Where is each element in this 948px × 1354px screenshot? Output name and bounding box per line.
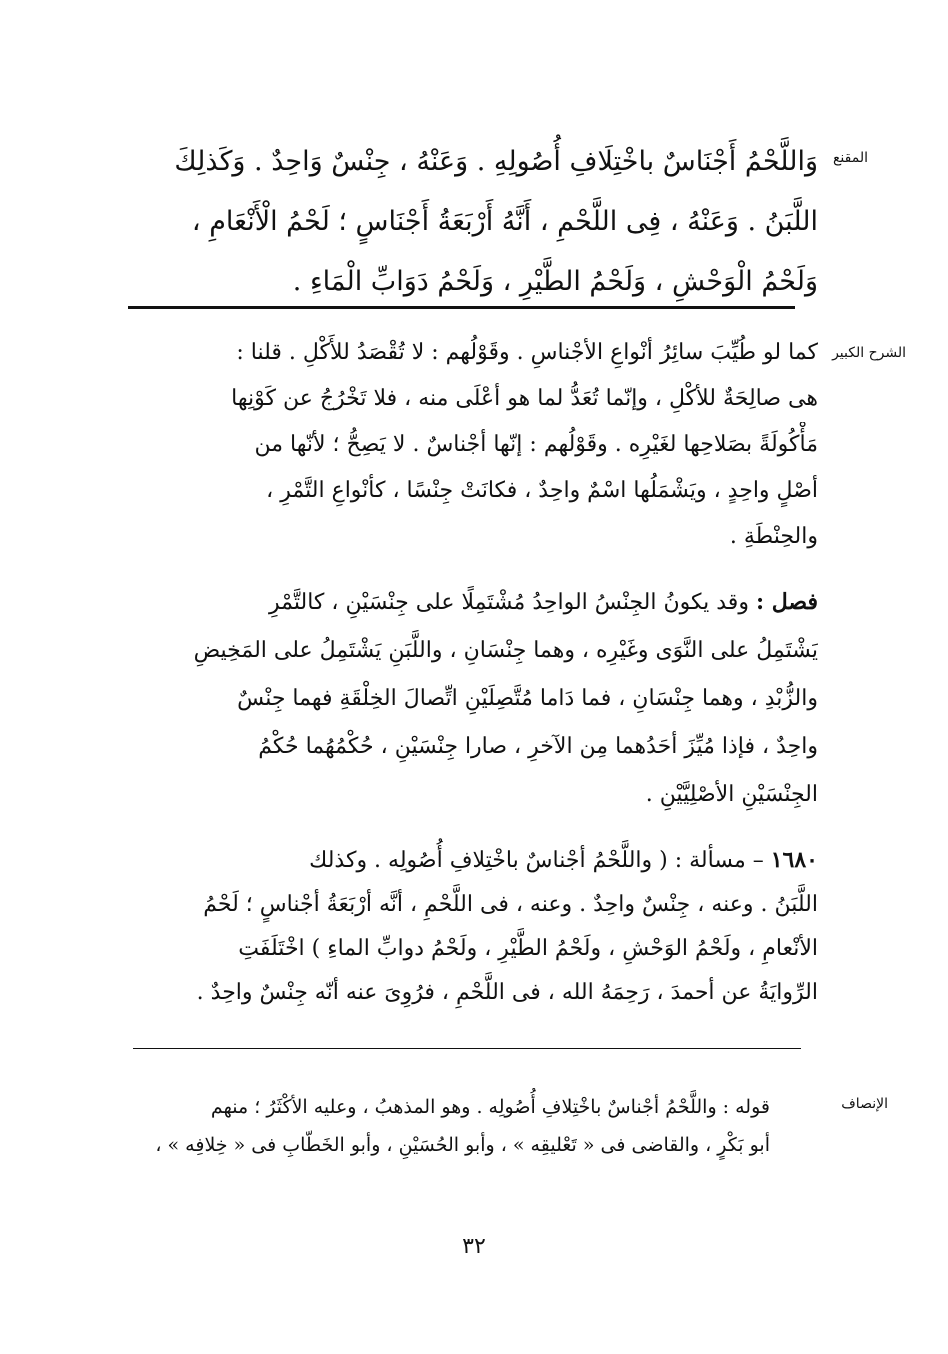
sharh-line: أصْلٍ واحِدٍ ، ويَشْمَلُها اسْمٌ واحِدٌ ، فكانَتْ جِنْسًا ، كأنْواعِ التَّمْرِ ، (266, 478, 818, 503)
masala-line: اللَّبَنُ . وعنه ، جِنْسٌ واحِدٌ . وعنه ، فى اللَّحْمِ ، أنَّه أرْبَعَةُ أجْناسٍ ؛ لَحْمُ (203, 892, 818, 917)
sharh-text (128, 330, 818, 560)
muqni-line: وَلَحْمُ الْوَحْشِ ، وَلَحْمُ الطَّيْرِ ، وَلَحْمُ دَوَابِّ الْمَاءِ . (292, 266, 818, 297)
insaf-line: أبو بَكْرٍ ، والقاضى فى « تَعْليقِه » ، وأبو الحُسَيْنِ ، وأبو الخَطّابِ فى « خِلافِه » ، (155, 1134, 770, 1156)
masala-line: الأنْعامِ ، ولَحْمُ الوَحْشِ ، ولَحْمُ الطَّيْرِ ، ولَحْمُ دوابِّ الماءِ ) اخْتَلَفَتِ (238, 936, 818, 961)
muqni-line: اللَّبَنُ . وَعَنْهُ ، فِى اللَّحْمِ ، أَنَّهُ أَرْبَعَةُ أَجْنَاسٍ ؛ لَحْمُ الْأَنْعَامِ ، (191, 206, 818, 237)
masala-text (128, 838, 818, 1015)
section-divider (128, 306, 795, 309)
sharh-line: هى صالِحَةٌ للأكْلِ ، وإنّما تُعَدُّ لما هو أعْلَى منه ، فلا تَخْرُجُ عن كَوْنِها (231, 386, 818, 411)
section-label-sharh: الشرح الكبير (832, 345, 906, 361)
muqni-line: وَاللَّحْمُ أَجْنَاسٌ باخْتِلَافِ أُصُولِهِ . وَعَنْهُ ، جِنْسٌ وَاحِدٌ . وَكَذلِكَ (174, 146, 818, 177)
sharh-line: مَأْكُولَةً بصَلاحِها لغَيْرِه . وقَوْلُهم : إنّها أجْناسٌ . لا يَصِحُّ ؛ لأنّها من (254, 432, 818, 457)
masala-line: الرِّوايَةُ عن أحمدَ ، رَحِمَهُ الله ، فى اللَّحْمِ ، فرُوِىَ عنه أنّه جِنْسٌ واحِدٌ . (196, 980, 818, 1005)
fasl-line: يَشْتَمِلُ على النَّوَى وغَيْرِه ، وهما جِنْسَانِ ، واللَّبَنِ يَشْتَمِلُ على المَخِيضِ (193, 638, 818, 663)
section-label-insaf: الإنصاف (841, 1096, 888, 1112)
fasl-line: والزُّبْدِ ، وهما جِنْسَانِ ، فما دَاما مُتَّصِلَيْنِ اتِّصالَ الخِلْقَةِ فهما جِنْسٌ (237, 686, 818, 711)
masala-line-text: – مسألة : ( واللَّحْمُ أجْناسٌ باخْتِلافِ أُصُولِه . وكذلك (309, 848, 764, 873)
fasl-line (128, 578, 818, 627)
sharh-line: والحِنْطَةِ . (729, 524, 818, 549)
muqni-text (128, 132, 818, 312)
fasl-line: الجِنْسَيْنِ الأصْلِيَّيْنِ . (645, 782, 818, 807)
fasl-line-text: وقد يكونُ الجِنْسُ الواحِدُ مُشْتَمِلًا على جِنْسَيْنِ ، كالتَّمْرِ (269, 590, 749, 615)
page-number: ٣٢ (462, 1234, 486, 1259)
insaf-text (130, 1088, 770, 1164)
section-label-muqni: المقنع (832, 150, 868, 166)
masala-number: ١٦٨٠ (770, 847, 818, 873)
fasl-line: واحِدٌ ، فإذا مُيِّزَ أحَدُهما مِن الآخرِ ، صارا جِنْسَيْنِ ، حُكْمُهُما حُكْمُ (258, 734, 818, 759)
insaf-line: قوله : واللَّحْمُ أجْناسٌ باخْتِلافِ أُصُولِه . وهو المذهبُ ، وعليه الأكْثَرُ ؛ منهم (210, 1096, 770, 1118)
fasl-text (128, 578, 818, 819)
sharh-line: كما لو طُيِّبَ سائِرُ أنْواعِ الأجْناسِ . وقَوْلُهم : لا تُقْصَدُ للأَكْلِ . قلنا : (236, 340, 818, 365)
fasl-heading: فصل : (755, 589, 818, 615)
footnote-divider (133, 1048, 801, 1049)
masala-line (128, 838, 818, 883)
